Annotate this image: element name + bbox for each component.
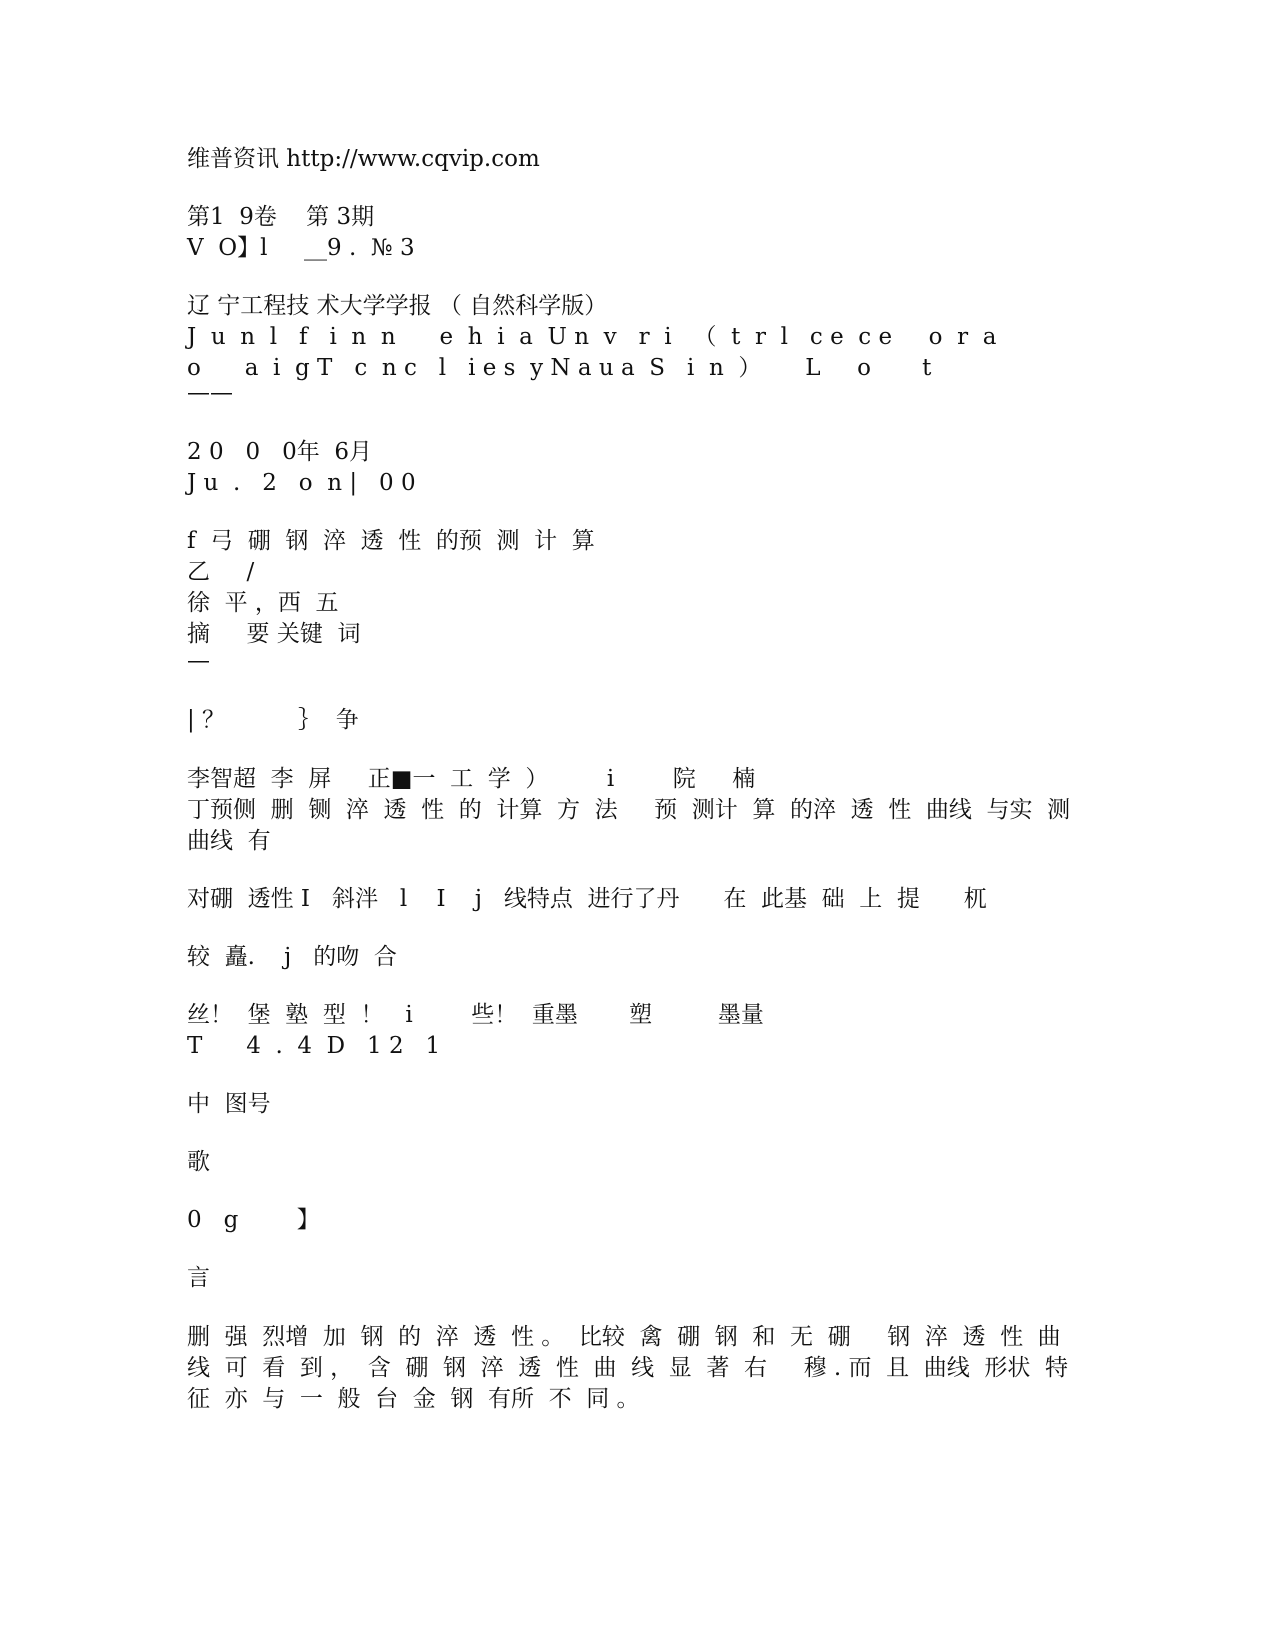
fragment-4: 0 g 】 [187,1207,320,1233]
clc-label: 中 图号 [187,1091,271,1117]
intro-heading: 言 [187,1265,210,1291]
article-title: f 弓 硼 钢 淬 透 性 的预 测 计 算 [187,528,595,554]
affiliation: 李智超 李 屏 正■一 工 学 ） i 院 楠 [187,766,756,792]
date-cn: 2 0 0 0年 6月 [187,439,372,465]
abstract-line-3: 对硼 透性 I 斜泮 l I j 线特点 进行了丹 在 此基 础 上 提 杌 [187,886,987,912]
journal-title-en-2: o a i g T c n c l i e s y N a u a S i n ） L o t [187,355,932,381]
fragment-2: | ？ ｝ 争 [187,707,359,733]
date-en: J u . 2 o n | 0 0 [187,470,416,496]
fragment-1: 乙 / [187,559,255,585]
body-line-2: 线 可 看 到 ， 含 硼 钢 淬 透 性 曲 线 显 著 右 穆 . 而 且 曲线 形状 特 [187,1355,1068,1381]
authors: 徐 平 ，西 五 [187,590,339,616]
journal-rule: —— [187,380,233,406]
journal-title-cn: 辽 宁工程技 术大学学报 （ 自然科学版） [187,293,608,319]
abstract-line-4: 较 矗. j 的吻 合 [187,944,397,970]
journal-title-en-1: J u n l f i n n e h i a U n v r i （ t r l c e c e o r a [187,324,997,350]
volume-en: V O】l __9 . № 3 [187,235,415,261]
source-header: 维普资讯 http://www.cqvip.com [187,146,540,172]
abstract-line-2: 曲线 有 [187,828,271,854]
body-line-1: 删 强 烈增 加 钢 的 淬 透 性 。 比较 禽 硼 钢 和 无 硼 钢 淬 透 性 曲 [187,1324,1061,1350]
volume-cn: 第1 9卷 第 3期 [187,204,375,230]
abstract-line-1: 丁预侧 删 铡 淬 透 性 的 计算 方 法 预 测计 算 的淬 透 性 曲线 与实 测 [187,797,1071,823]
body-line-3: 征 亦 与 一 般 台 金 钢 有所 不 同 。 [187,1386,640,1412]
fragment-3: 歌 [187,1149,210,1175]
keywords-line: 丝！ 堡 塾 型 ！ i 些！ 重墨 塑 墨量 [187,1002,764,1028]
section-rule: — [187,648,210,674]
abstract-label: 摘 要 关键 词 [187,621,361,647]
classification-code: T 4 . 4 D 1 2 1 [187,1033,441,1059]
